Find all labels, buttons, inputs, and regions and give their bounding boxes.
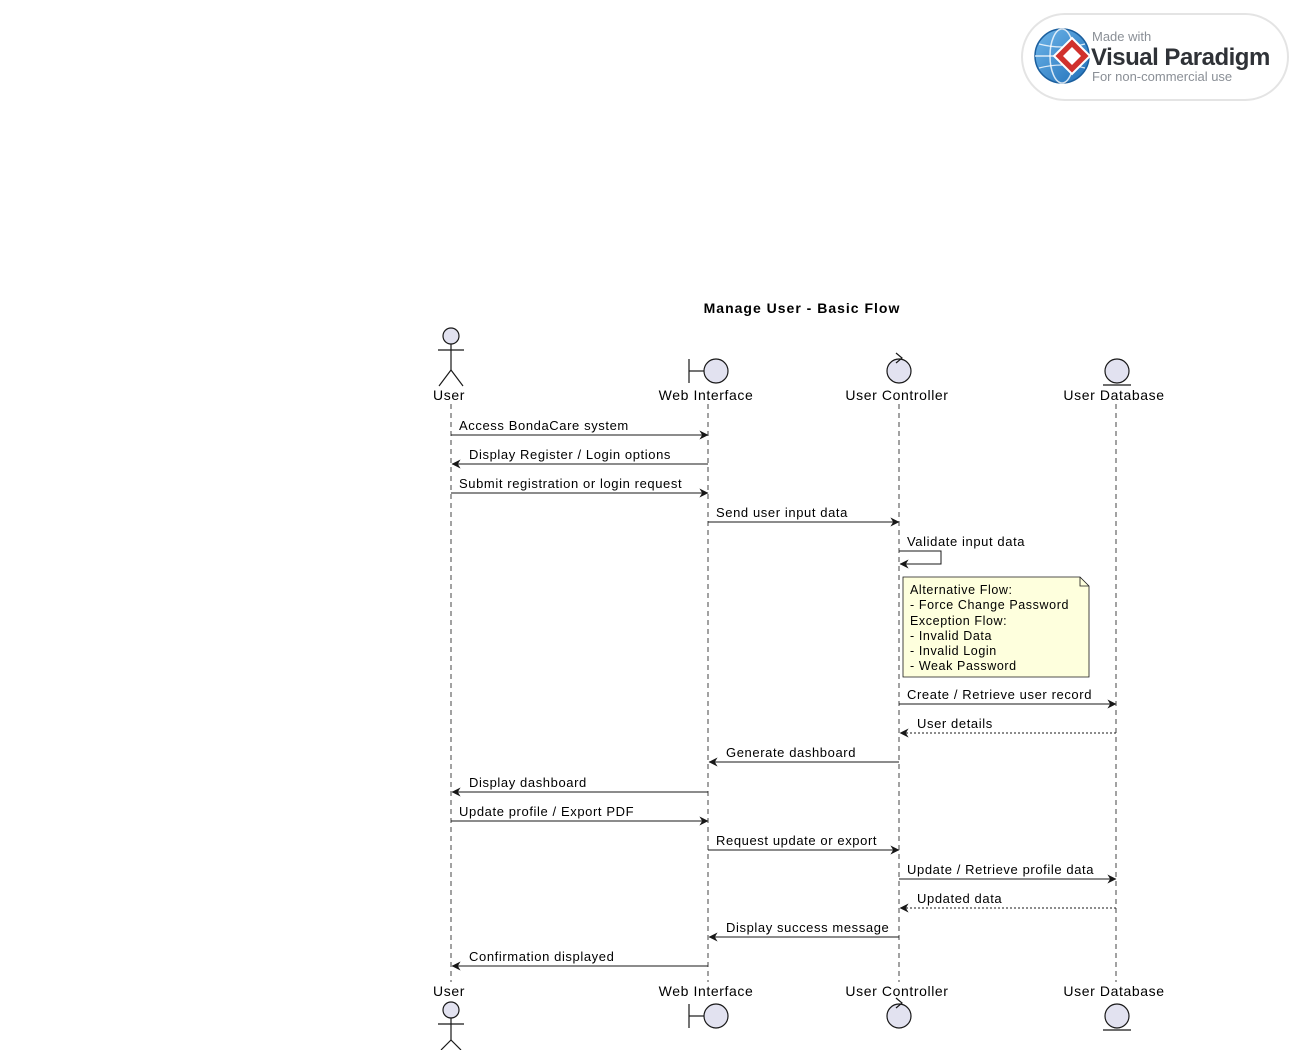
participant-name: User Controller	[845, 983, 949, 999]
message-label: Create / Retrieve user record	[907, 687, 1093, 702]
participant-ctrl-top	[845, 353, 948, 403]
message-11	[708, 833, 899, 850]
entity-icon	[1103, 1004, 1131, 1030]
message-9	[452, 775, 708, 792]
message-12	[899, 862, 1116, 879]
message-1	[451, 418, 708, 435]
message-label: User details	[917, 716, 993, 731]
message-label: Confirmation displayed	[469, 949, 615, 964]
participant-name: User	[433, 983, 465, 999]
message-label: Display dashboard	[469, 775, 587, 790]
message-6	[899, 687, 1116, 704]
control-icon	[887, 998, 911, 1028]
participant-name: Web Interface	[658, 387, 754, 403]
participant-name: Web Interface	[658, 983, 754, 999]
actor-icon	[438, 1002, 464, 1050]
participant-user-bottom	[433, 983, 465, 1050]
participant-name: User Database	[1063, 387, 1165, 403]
participant-db-top	[1063, 359, 1164, 403]
watermark-line1: Made with	[1092, 29, 1152, 44]
entity-icon	[1103, 359, 1131, 385]
visual-paradigm-logo-icon	[1035, 29, 1090, 83]
message-10	[451, 804, 708, 821]
message-label: Request update or export	[716, 833, 878, 848]
participant-name: User Database	[1063, 983, 1165, 999]
message-label: Updated data	[917, 891, 1003, 906]
note-line: - Invalid Login	[910, 644, 997, 658]
note-line: - Invalid Data	[910, 629, 993, 643]
message-label: Display Register / Login options	[469, 447, 672, 462]
message-label: Update / Retrieve profile data	[907, 862, 1095, 877]
message-4	[708, 505, 899, 522]
participant-user-top	[433, 328, 465, 403]
message-label: Access BondaCare system	[459, 418, 629, 433]
watermark-line2: Visual Paradigm	[1091, 44, 1270, 71]
message-label: Generate dashboard	[726, 745, 857, 760]
note-line: Alternative Flow:	[910, 583, 1013, 597]
diagram-title: Manage User - Basic Flow	[703, 300, 901, 316]
message-label: Validate input data	[907, 534, 1026, 549]
message-13	[900, 891, 1116, 908]
message-5-self	[899, 534, 1025, 564]
boundary-icon	[689, 1004, 728, 1028]
participant-web-bottom	[659, 983, 754, 1028]
participant-web-top	[659, 359, 754, 403]
watermark-line3: For non-commercial use	[1092, 69, 1233, 84]
note-line: - Weak Password	[910, 659, 1017, 673]
participant-db-bottom	[1063, 983, 1164, 1030]
participant-name: User Controller	[845, 387, 949, 403]
message-label: Display success message	[726, 920, 890, 935]
boundary-icon	[689, 359, 728, 383]
message-3	[451, 476, 708, 493]
message-14	[709, 920, 899, 937]
message-2	[452, 447, 708, 464]
watermark-badge	[1022, 14, 1288, 100]
participant-name: User	[433, 387, 465, 403]
message-7	[900, 716, 1116, 733]
note-line: - Force Change Password	[910, 598, 1070, 612]
note-line: Exception Flow:	[910, 614, 1008, 628]
message-8	[709, 745, 899, 762]
control-icon	[887, 353, 911, 383]
note	[903, 577, 1089, 677]
message-label: Submit registration or login request	[459, 476, 683, 491]
message-label: Send user input data	[716, 505, 848, 520]
actor-icon	[438, 328, 464, 386]
participant-ctrl-bottom	[845, 983, 948, 1028]
message-15	[452, 949, 708, 966]
message-label: Update profile / Export PDF	[459, 804, 635, 819]
